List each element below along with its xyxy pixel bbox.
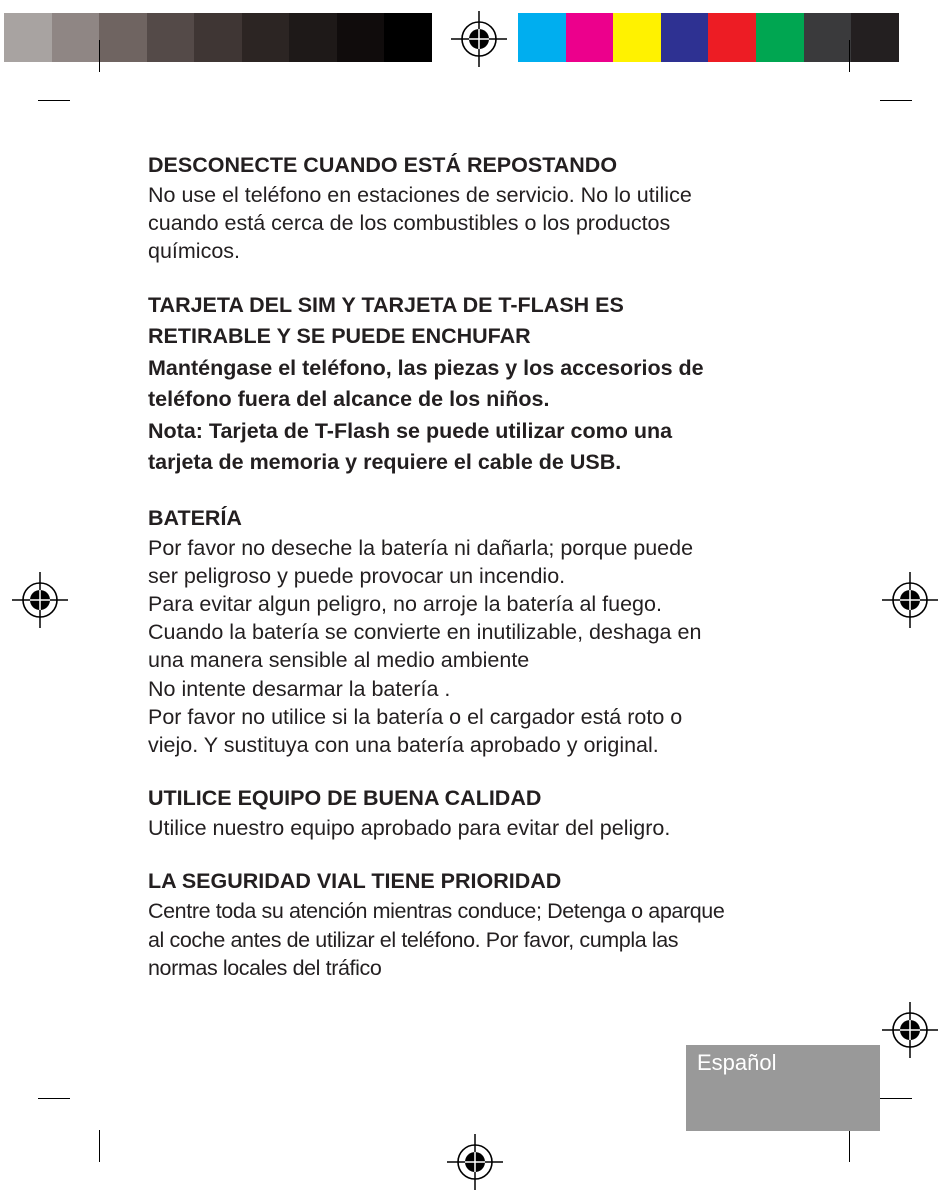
gray-swatch [242, 13, 290, 62]
language-label: Español [697, 1050, 777, 1075]
gray-calibration-bar [4, 13, 432, 62]
gray-swatch [384, 13, 432, 62]
crop-mark [880, 100, 912, 101]
crop-mark [38, 1098, 70, 1099]
crop-mark [99, 1130, 100, 1162]
section-text: Por favor no deseche la batería ni dañarla; porque puede ser peligroso y puede provocar un incendio. Para evitar algun peligro, no arroje la batería al fuego. Cuando la batería se convierte en inutilizable, deshaga en una manera sensible al medio ambiente No intente desarmar la batería . Por favor no utilice si la batería o el cargador está roto o viejo. Y sustituya con una batería aprobado y original. [148, 535, 702, 758]
section-heading: LA SEGURIDAD VIAL TIENE PRIORIDAD [148, 869, 562, 894]
section-equipment [148, 783, 828, 842]
crop-mark [38, 100, 70, 101]
section-text: Utilice nuestro equipo aprobado para evitar del peligro. [148, 816, 671, 841]
section-refueling [148, 150, 828, 266]
safety-instructions [148, 150, 828, 1006]
section-road-safety [148, 866, 828, 982]
crop-mark [849, 1130, 850, 1162]
registration-mark-icon [882, 572, 938, 628]
section-text: Centre toda su atención mientras conduce; Detenga o aparque al coche antes de utilizar el teléfono. Por favor, cumpla las normas locales del tráfico [148, 899, 725, 980]
gray-swatch [194, 13, 242, 62]
crop-mark [880, 1098, 912, 1099]
gray-swatch [337, 13, 385, 62]
gray-swatch [52, 13, 100, 62]
yellow-swatch [613, 13, 661, 62]
green-swatch [756, 13, 804, 62]
gray-swatch [289, 13, 337, 62]
gray-swatch [147, 13, 195, 62]
section-heading: TARJETA DEL SIM Y TARJETA DE T-FLASH ES RETIRABLE Y SE PUEDE ENCHUFAR [148, 292, 624, 349]
section-heading: BATERÍA [148, 505, 242, 530]
language-tab [686, 1045, 880, 1131]
section-sim-card [148, 290, 828, 479]
dark-gray-swatch [804, 13, 852, 62]
section-battery [148, 503, 828, 760]
blue-swatch [661, 13, 709, 62]
gray-swatch [4, 13, 52, 62]
gray-swatch [99, 13, 147, 62]
registration-mark-icon [451, 11, 507, 67]
section-text: No use el teléfono en estaciones de servicio. No lo utilice cuando está cerca de los combustibles o los productos químicos. [148, 183, 692, 264]
section-heading: UTILICE EQUIPO DE BUENA CALIDAD [148, 786, 542, 811]
process-color-bar [518, 13, 899, 62]
magenta-swatch [566, 13, 614, 62]
registration-mark-icon [882, 1002, 938, 1058]
section-heading: DESCONECTE CUANDO ESTÁ REPOSTANDO [148, 153, 618, 177]
section-text: Manténgase el teléfono, las piezas y los accesorios de teléfono fuera del alcance de los niños. Nota: Tarjeta de T-Flash se puede utilizar como una tarjeta de memoria y requiere el cable de USB. [148, 355, 704, 475]
crop-mark [99, 40, 100, 72]
cyan-swatch [518, 13, 566, 62]
crop-mark [849, 40, 850, 72]
black-swatch [851, 13, 899, 62]
red-swatch [708, 13, 756, 62]
registration-mark-icon [12, 572, 68, 628]
registration-mark-icon [447, 1134, 503, 1190]
